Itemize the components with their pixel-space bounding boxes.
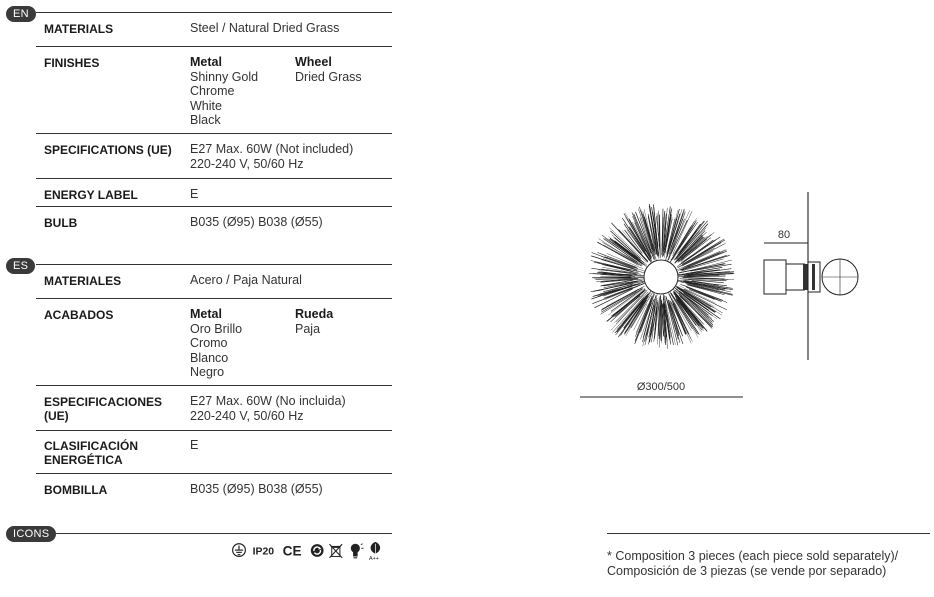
composition-note: * Composition 3 pieces (each piece sold separately)/ Composición de 3 piezas (se vende por separado) [607, 549, 899, 578]
dimmable-bulb-icon [351, 544, 364, 558]
wheel-center-hole [644, 260, 678, 294]
energy-label-label: ENERGY LABEL [44, 188, 138, 202]
specifications-value: E27 Max. 60W (Not included) 220-240 V, 50/60 Hz [190, 142, 354, 171]
divider [36, 473, 392, 474]
especificaciones-label: ESPECIFICACIONES (UE) [44, 395, 163, 423]
bulb-value: B035 (Ø95) B038 (Ø55) [190, 215, 323, 229]
materials-label: MATERIALS [44, 22, 114, 36]
energy-label-value: E [190, 187, 199, 201]
grass-strand [681, 276, 725, 277]
section-tag-en: EN [6, 6, 36, 22]
divider [36, 430, 392, 431]
energy-class-label: A++ [369, 556, 379, 561]
note-rule [607, 533, 930, 534]
ip20-icon: IP20 [252, 546, 275, 558]
divider [36, 385, 392, 386]
materiales-label: MATERIALES [44, 274, 122, 288]
top-rule [36, 12, 392, 13]
divider [36, 178, 392, 179]
depth-dimension: 80 [777, 229, 791, 241]
side-view [764, 192, 858, 360]
diameter-dimension: Ø300/500 [636, 381, 686, 393]
materiales-value: Acero / Paja Natural [190, 273, 302, 287]
acabados-label: ACABADOS [44, 308, 114, 322]
energy-leaf-icon [369, 542, 380, 561]
section-rule [36, 264, 392, 265]
section-tag-es: ES [6, 258, 35, 274]
certification-icons [224, 541, 394, 561]
weee-bin-icon [329, 544, 342, 558]
acabados-wheel-list: Rueda Paja [295, 307, 334, 336]
specifications-label: SPECIFICATIONS (UE) [44, 143, 172, 157]
ground-icon [233, 544, 246, 557]
materials-value: Steel / Natural Dried Grass [190, 21, 340, 35]
finishes-metal-list: Metal Shinny Gold Chrome White Black [190, 55, 259, 127]
bulb-label: BULB [44, 216, 78, 230]
bombilla-label: BOMBILLA [44, 483, 108, 497]
finishes-wheel-list: Wheel Dried Grass [295, 55, 362, 84]
divider [36, 298, 392, 299]
divider [36, 133, 392, 134]
section-rule [56, 533, 392, 534]
ce-mark-icon: CE [282, 543, 302, 559]
grass-strand [598, 239, 637, 264]
clasificacion-value: E [190, 438, 199, 452]
divider [36, 46, 392, 47]
acabados-metal-list: Metal Oro Brillo Cromo Blanco Negro [190, 307, 243, 379]
bombilla-value: B035 (Ø95) B038 (Ø55) [190, 482, 323, 496]
finishes-label: FINISHES [44, 56, 100, 70]
technical-drawing [560, 180, 880, 405]
section-tag-icons: ICONS [6, 526, 56, 542]
especificaciones-value: E27 Max. 60W (No incluida) 220-240 V, 50/60 Hz [190, 394, 346, 423]
recycle-icon [311, 544, 324, 557]
grass-strand [615, 299, 644, 333]
divider [36, 206, 392, 207]
clasificacion-label: CLASIFICACIÓN ENERGÉTICA [44, 439, 138, 467]
